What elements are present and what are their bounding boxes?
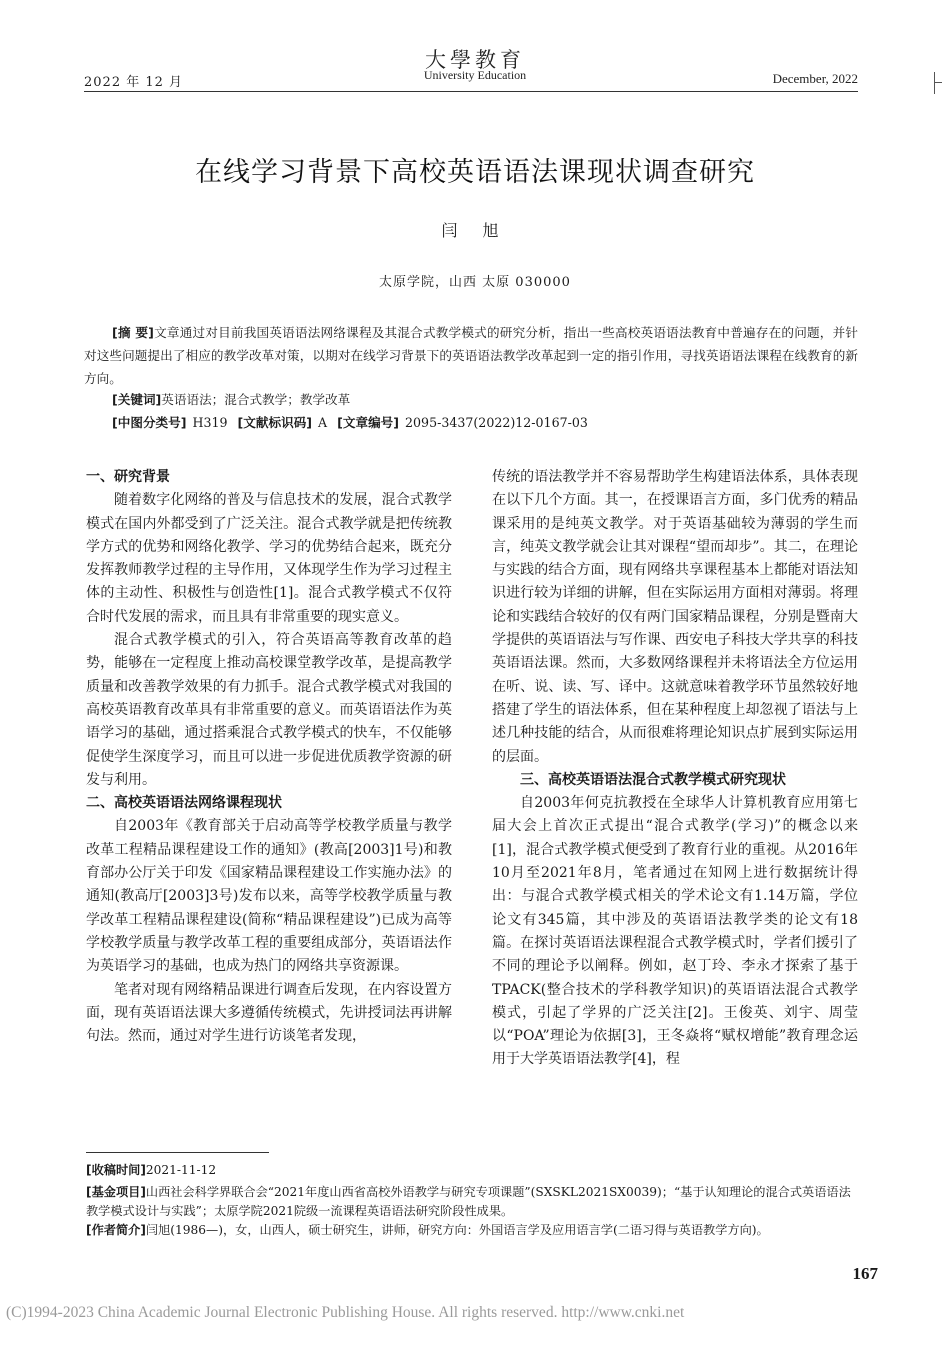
abstract (84, 321, 858, 390)
page-edge-mark-tick (934, 82, 942, 83)
header-rule (84, 91, 858, 92)
paragraph: 自2003年《教育部关于启动高等学校教学质量与教学改革工程精品课程建设工作的通知》(教高[2003]1号)和教育部办公厅关于印发《国家精品课程建设工作实施办法》的通知(教高厅[2003]3号)发布以来，高等学校教学质量与教学改革工程精品课程建设(简称“精品课程建设”)已成为高等学校教学质量与教学改革工程的重要组成部分，英语语法作为英语学习的基础，也成为热门的网络共享资源课。 (86, 818, 452, 975)
bio-text: 闫旭(1986—)，女，山西人，硕士研究生，讲师，研究方向：外国语言学及应用语言学(二语习得与英语教学方向)。 (145, 1223, 769, 1237)
received-label: [收稿时间] (86, 1163, 146, 1177)
clc-value: H319 (192, 415, 228, 430)
issue-date-english: December, 2022 (772, 71, 858, 86)
fund-text: 山西社会科学界联合会“2021年度山西省高校外语教学与研究专项课题”(SXSKL2021SX0039)；“基于认知理论的混合式英语语法教学模式设计与实践”；太原学院2021院级一流课程英语语法研究阶段性成果。 (86, 1185, 851, 1218)
doc-code-value: A (318, 415, 328, 430)
footnote-fund (86, 1183, 862, 1221)
fund-label: [基金项目] (86, 1185, 146, 1199)
paragraph: 笔者对现有网络精品课进行调查后发现，在内容设置方面，现有英语语法课大多遵循传统模式，先讲授词法再讲解句法。然而，通过对学生进行访谈笔者发现， (86, 981, 452, 1045)
keywords-label: [关键词] (112, 392, 162, 407)
abstract-text: 文章通过对目前我国英语语法网络课程及其混合式教学模式的研究分析，指出一些高校英语语法教育中普遍存在的问题，并针对这些问题提出了相应的教学改革对策，以期对在线学习背景下的英语语法教学改革起到一定的指引作用，寻找英语语法课程在线教育的新方向。 (84, 325, 858, 386)
doc-code-label: [文献标识码] (237, 415, 313, 430)
article-title: 在线学习背景下高校英语语法课现状调查研究 (195, 157, 755, 188)
page-edge-mark (934, 72, 943, 94)
author-affiliation: 太原学院，山西 太原 030000 (379, 275, 571, 290)
abstract-label: [摘 要] (112, 325, 154, 340)
body-column-left (86, 466, 452, 1048)
paragraph: 混合式教学模式的引入，符合英语高等教育改革的趋势，能够在一定程度上推动高校课堂教学改革，是提高教学质量和改善教学效果的有力抓手。混合式教学模式对我国的高校英语教育改革具有非常重要的意义。而英语语法作为英语学习的基础，通过搭乘混合式教学模式的快车，不仅能够促使学生深度学习，而且可以进一步促进优质教学资源的研发与利用。 (86, 632, 452, 788)
clc-label: [中图分类号] (112, 415, 187, 430)
keywords (84, 388, 858, 411)
journal-logo: 大學教育 (425, 48, 525, 72)
paragraph: 传统的语法教学并不容易帮助学生构建语法体系，具体表现在以下几个方面。其一，在授课语言方面，多门优秀的精品课采用的是纯英文教学。对于英语基础较为薄弱的学生而言，纯英文教学就会让其对课程“望而却步”。其二，在理论与实践的结合方面，现有网络共享课程基本上都能对语法知识进行较为详细的讲解，但在实际运用方面相对薄弱。将理论和实践结合较好的仅有两门国家精品课程，分别是暨南大学提供的英语语法与写作课、西安电子科技大学共享的科技英语语法课。然而，大多数网络课程并未将语法全方位运用在听、说、读、写、译中。这就意味着教学环节虽然较好地搭建了学生的语法体系，但在某种程度上却忽视了语法与上述几种技能的结合，从而很难将理论知识点扩展到实际运用的层面。 (492, 469, 858, 765)
paragraph: 随着数字化网络的普及与信息技术的发展，混合式教学模式在国内外都受到了广泛关注。混合式教学就是把传统教学方式的优势和网络化教学、学习的优势结合起来，既充分发挥教师教学过程的主导作用，又体现学生作为学习过程主体的主动性、积极性与创造性[1]。混合式教学模式不仅符合时代发展的需求，而且具有非常重要的现实意义。 (86, 492, 452, 625)
section-heading: 一、研究背景 (86, 469, 170, 485)
footnote-author-bio (86, 1221, 862, 1240)
body-column-right (492, 466, 858, 1072)
classification-line (112, 411, 886, 434)
journal-english-name: University Education (423, 68, 527, 82)
article-author: 闫 旭 (441, 221, 509, 240)
received-date: 2021-11-12 (145, 1163, 217, 1177)
keywords-text: 英语语法；混合式教学；教学改革 (161, 392, 351, 407)
footnote-received (86, 1161, 862, 1180)
issue-date-chinese: 2022 年 12 月 (84, 75, 184, 90)
paragraph: 自2003年何克抗教授在全球华人计算机教育应用第七届大会上首次正式提出“混合式教学(学习)”的概念以来[1]，混合式教学模式便受到了教育行业的重视。从2016年10月至2021年8月，笔者通过在知网上进行数据统计得出：与混合式教学模式相关的学术论文有1.14万篇，学位论文有345篇，其中涉及的英语语法教学类的论文有18篇。在探讨英语语法课程混合式教学模式时，学者们援引了不同的理论予以阐释。例如，赵丁玲、李永才探索了基于TPACK(整合技术的学科教学知识)的英语语法混合式教学模式，引起了学界的广泛关注[2]。王俊英、刘宇、周莹以“POA”理论为依据[3]，王冬焱将“赋权增能”教育理念运用于大学英语语法教学[4]，程 (492, 795, 858, 1068)
footnote-rule (86, 1152, 269, 1153)
article-no-value: 2095-3437(2022)12-0167-03 (405, 415, 588, 430)
section-heading: 二、高校英语语法网络课程现状 (86, 795, 282, 812)
article-no-label: [文章编号] (337, 415, 400, 430)
page-number: 167 (852, 1264, 878, 1283)
copyright-footer: (C)1994-2023 China Academic Journal Electronic Publishing House. All rights reserved. http://www.cnki.net (6, 1304, 685, 1321)
section-heading: 三、高校英语语法混合式教学模式研究现状 (520, 771, 786, 788)
bio-label: [作者简介] (86, 1223, 146, 1237)
